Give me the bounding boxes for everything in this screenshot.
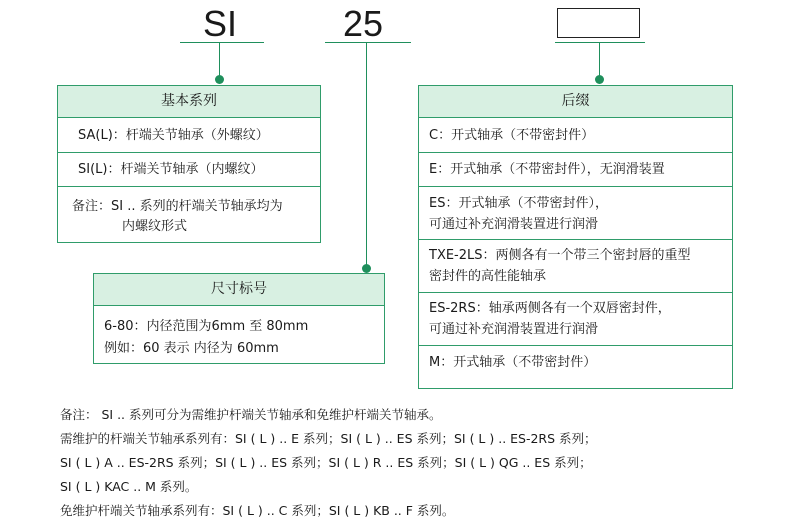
suffix-row-txe-line1: TXE-2LS：两侧各有一个带三个密封唇的重型 bbox=[429, 248, 691, 263]
note-line-5: 免维护杆端关节轴承系列有：SI ( L ) .. C 系列；SI ( L ) KB .. F 系列。 bbox=[60, 503, 455, 518]
note-line-2: 需维护的杆端关节轴承系列有：SI ( L ) .. E 系列；SI ( L ) .. ES 系列；SI ( L ) .. ES-2RS 系列； bbox=[60, 431, 597, 446]
suffix-header: 后缀 bbox=[419, 86, 732, 118]
suffix-row-m: M：开式轴承（不带密封件） bbox=[429, 355, 597, 370]
suffix-row-es-line2: 可通过补充润滑装置进行润滑 bbox=[429, 217, 599, 232]
suffix-row-es-line1: ES：开式轴承（不带密封件）， bbox=[429, 196, 608, 211]
note-line-3: SI ( L ) A .. ES-2RS 系列；SI ( L ) .. ES 系列；SI ( L ) R .. ES 系列；SI ( L ) QG .. ES 系列； bbox=[60, 455, 592, 470]
size-connector-dot bbox=[362, 264, 371, 273]
suffix-row-txe bbox=[419, 240, 732, 293]
suffix-row-e: E：开式轴承（不带密封件），无润滑装置 bbox=[419, 153, 732, 187]
size-code-body bbox=[94, 306, 384, 363]
suffix-row-c: C：开式轴承（不带密封件） bbox=[419, 118, 732, 153]
suffix-row-txe-line2: 密封件的高性能轴承 bbox=[429, 269, 547, 284]
size-code-box bbox=[93, 273, 385, 364]
suffix-row-es bbox=[419, 187, 732, 240]
basic-series-header: 基本系列 bbox=[58, 86, 320, 118]
suffix-connector-dot bbox=[595, 75, 604, 84]
size-code-header: 尺寸标号 bbox=[94, 274, 384, 306]
basic-series-box bbox=[57, 85, 321, 243]
suffix-box bbox=[418, 85, 733, 389]
suffix-placeholder-box bbox=[557, 8, 640, 38]
size-underline bbox=[325, 42, 411, 43]
suffix-row-es2rs-line1: ES-2RS：轴承两侧各有一个双唇密封件， bbox=[429, 301, 671, 316]
note-line-1: 备注： SI .. 系列可分为需维护杆端关节轴承和免维护杆端关节轴承。 bbox=[60, 407, 442, 422]
suffix-row-es2rs-line2: 可通过补充润滑装置进行润滑 bbox=[429, 322, 599, 337]
basic-series-note bbox=[58, 187, 320, 242]
series-underline bbox=[180, 42, 264, 43]
size-code: 25 bbox=[343, 3, 384, 44]
size-connector bbox=[366, 43, 367, 269]
note-line-4: SI ( L ) KAC .. M 系列。 bbox=[60, 479, 198, 494]
series-connector-dot bbox=[215, 75, 224, 84]
suffix-row-es2rs bbox=[419, 293, 732, 346]
basic-series-note-line2: 内螺纹形式 bbox=[122, 219, 188, 234]
size-code-line2: 例如：60 表示 内径为 60mm bbox=[104, 341, 279, 356]
series-code: SI bbox=[203, 3, 238, 44]
basic-series-row-sa: SA(L)：杆端关节轴承（外螺纹） bbox=[58, 118, 320, 153]
size-code-line1: 6-80：内径范围为6mm 至 80mm bbox=[104, 319, 309, 334]
basic-series-note-line1: 备注：SI .. 系列的杆端关节轴承均为 bbox=[72, 199, 283, 214]
basic-series-row-si: SI(L)：杆端关节轴承（内螺纹） bbox=[58, 153, 320, 187]
suffix-underline bbox=[555, 42, 645, 43]
